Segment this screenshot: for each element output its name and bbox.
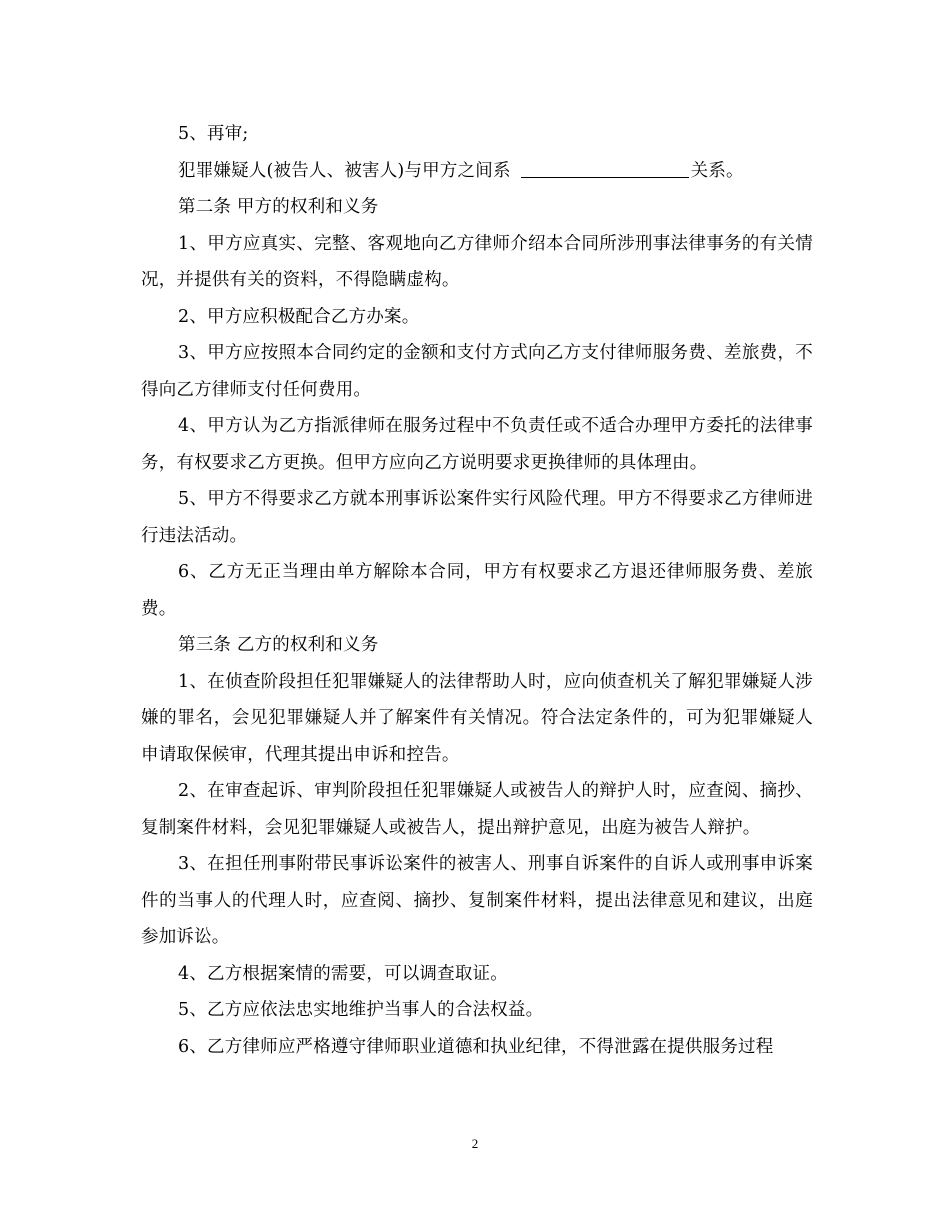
article-2-clause-3: 3、甲方应按照本合同约定的金额和支付方式向乙方支付律师服务费、差旅费，不得向乙方律师支付任何费用。 <box>141 343 813 400</box>
article-3-clause-3: 3、在担任刑事附带民事诉讼案件的被害人、刑事自诉案件的自诉人或刑事申诉案件的当事人的代理人时，应查阅、摘抄、复制案件材料，提出法律意见和建议，出庭参加诉讼。 <box>141 854 813 947</box>
relationship-blank-field <box>521 159 689 178</box>
paragraph-relationship <box>141 153 813 190</box>
article-3-heading: 第三条 乙方的权利和义务 <box>178 635 379 655</box>
paragraph-retrial: 5、再审; <box>178 124 249 144</box>
article-3-clause-2: 2、在审查起诉、审判阶段担任犯罪嫌疑人或被告人的辩护人时，应查阅、摘抄、复制案件材料，会见犯罪嫌疑人或被告人，提出辩护意见，出庭为被告人辩护。 <box>141 781 813 838</box>
relationship-text-before: 犯罪嫌疑人(被告人、被害人)与甲方之间系 <box>178 160 511 181</box>
document-body <box>141 116 813 1065</box>
article-3-clause-6: 6、乙方律师应严格遵守律师职业道德和执业纪律，不得泄露在提供服务过程 <box>178 1036 774 1057</box>
article-2-clause-4: 4、甲方认为乙方指派律师在服务过程中不负责任或不适合办理甲方委托的法律事务，有权要求乙方更换。但甲方应向乙方说明要求更换律师的具体理由。 <box>141 416 813 473</box>
article-2-clause-6: 6、乙方无正当理由单方解除本合同，甲方有权要求乙方退还律师服务费、差旅费。 <box>141 562 813 619</box>
article-3-clause-5: 5、乙方应依法忠实地维护当事人的合法权益。 <box>178 1000 544 1020</box>
article-3-clause-4: 4、乙方根据案情的需要，可以调查取证。 <box>178 963 508 984</box>
article-2-clause-1: 1、甲方应真实、完整、客观地向乙方律师介绍本合同所涉刑事法律事务的有关情况，并提供有关的资料，不得隐瞒虚构。 <box>141 233 813 290</box>
article-2-clause-2: 2、甲方应积极配合乙方办案。 <box>178 306 420 327</box>
article-3-clause-1: 1、在侦查阶段担任犯罪嫌疑人的法律帮助人时，应向侦查机关了解犯罪嫌疑人涉嫌的罪名，会见犯罪嫌疑人并了解案件有关情况。符合法定条件的，可为犯罪嫌疑人申请取保候审，代理其提出申诉和控告。 <box>141 671 813 765</box>
article-2-heading: 第二条 甲方的权利和义务 <box>178 197 379 217</box>
article-2-clause-5: 5、甲方不得要求乙方就本刑事诉讼案件实行风险代理。甲方不得要求乙方律师进行违法活动。 <box>141 489 813 546</box>
relationship-text-after: 关系。 <box>690 160 744 181</box>
page-number: 2 <box>471 1136 479 1151</box>
